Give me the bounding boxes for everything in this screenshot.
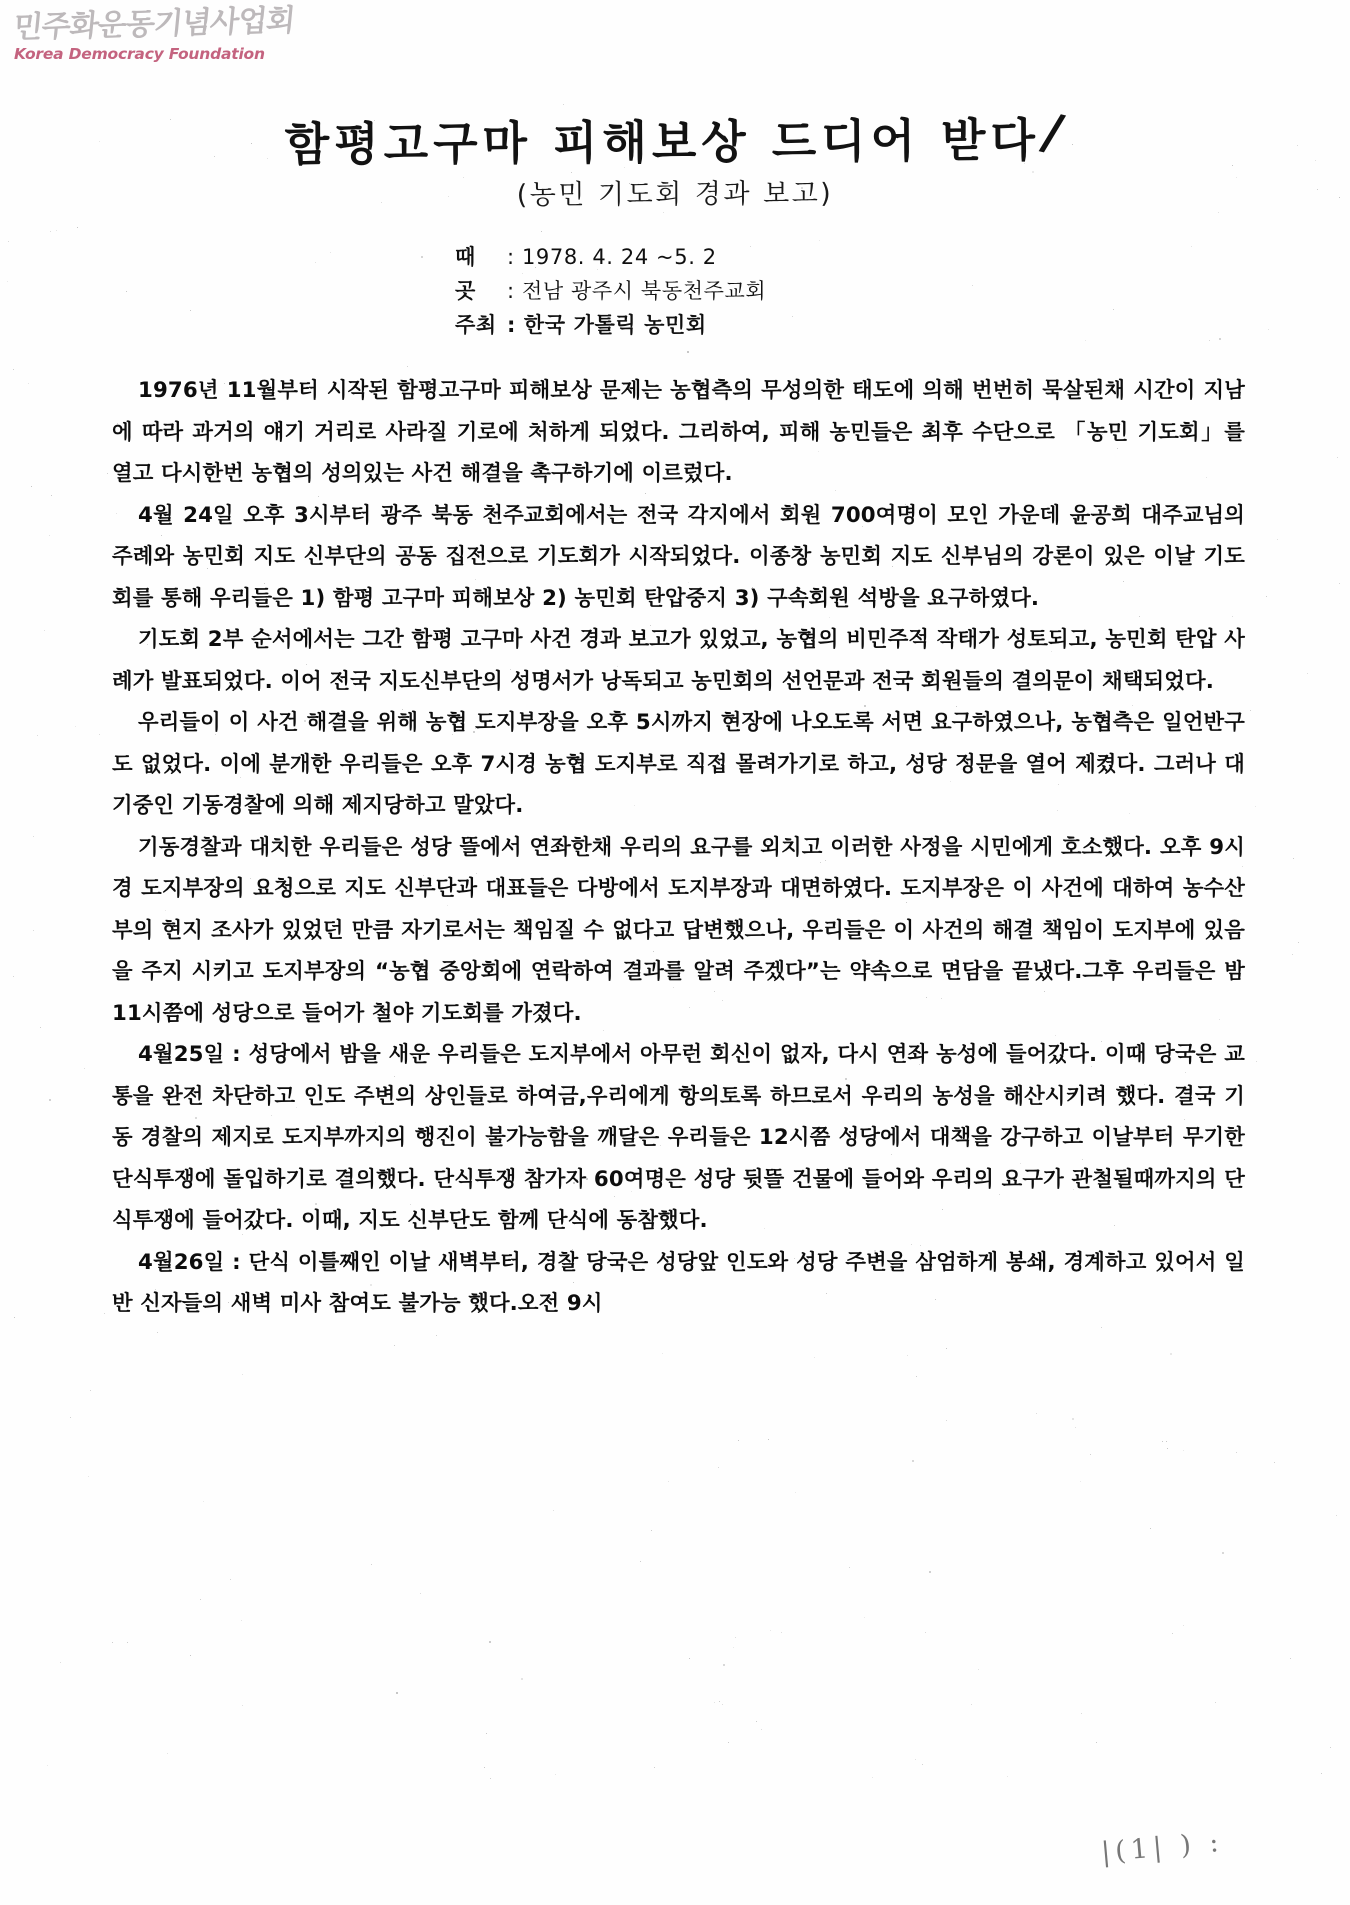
event-meta-block: [455, 240, 766, 342]
document-body: [112, 370, 1245, 1325]
exclamation-stroke: /: [1036, 101, 1074, 164]
handwritten-page-mark: |(1| ) :: [1100, 1826, 1226, 1869]
body-paragraph: 우리들이 이 사건 해결을 위해 농협 도지부장을 오후 5시까지 현장에 나오도록 서면 요구하였으나, 농협측은 일언반구도 없었다. 이에 분개한 우리들은 오후 7시경 농협 도지부로 직접 몰려가기로 하고, 성당 정문을 열어 제켰다. 그러나 대기중인 기동경찰에 의해 제지당하고 말았다.: [112, 710, 1245, 818]
document-subtitle: (농민 기도회 경과 보고): [516, 178, 834, 211]
meta-value-date: : 1978. 4. 24 ~5. 2: [507, 245, 717, 269]
document-title-text: 함평고구마 피해보상 드디어 받다: [284, 112, 1041, 172]
body-paragraph: 4월26일 : 단식 이틀째인 이날 새벽부터, 경찰 당국은 성당앞 인도와 성당 주변을 삼엄하게 봉쇄, 경계하고 있어서 일반 신자들의 새벽 미사 참여도 불가능 했다.오전 9시: [112, 1249, 1245, 1316]
meta-row-place: [455, 274, 766, 308]
organization-logo: [11, 3, 296, 63]
body-paragraph: 1976년 11월부터 시작된 함평고구마 피해보상 문제는 농협측의 무성의한 태도에 의해 번번히 묵살된채 시간이 지남에 따라 과거의 얘기 거리로 사라질 기로에 처하게 되었다. 그리하여, 피해 농민들은 최후 수단으로 「농민 기도회」를 열고 다시한번 농협의 성의있는 사건 해결을 촉구하기에 이르렀다.: [112, 378, 1245, 486]
logo-hangul-text: 민주화운동기념사업회: [11, 3, 296, 46]
meta-label-date: 때: [455, 245, 476, 269]
meta-value-host: : 한국 가톨릭 농민회: [507, 313, 707, 338]
meta-label-place: 곳: [455, 279, 476, 304]
body-paragraph: 4월 24일 오후 3시부터 광주 북동 천주교회에서는 전국 각지에서 회원 700여명이 모인 가운데 윤공희 대주교님의 주례와 농민회 지도 신부단의 공동 집전으로 기도회가 시작되었다. 이종창 농민회 지도 신부님의 강론이 있은 이날 기도회를 통해 우리들은 1) 함평 고구마 피해보상 2) 농민회 탄압중지 3) 구속회원 석방을 요구하였다.: [112, 502, 1245, 611]
logo-english-text: Korea Democracy Foundation: [14, 44, 265, 63]
document-title: [0, 102, 1350, 176]
meta-row-date: [455, 240, 766, 274]
meta-row-host: [455, 308, 766, 342]
meta-value-place: : 전남 광주시 북동천주교회: [507, 279, 767, 304]
meta-label-host: 주최: [455, 313, 497, 338]
body-paragraph: 기동경찰과 대치한 우리들은 성당 뜰에서 연좌한채 우리의 요구를 외치고 이러한 사정을 시민에게 호소했다. 오후 9시경 도지부장의 요청으로 지도 신부단과 대표들은 다방에서 도지부장과 대면하였다. 도지부장은 이 사건에 대하여 농수산부의 현지 조사가 있었던 만큼 자기로서는 책임질 수 없다고 답변했으나, 우리들은 이 사건의 해결 책임이 도지부에 있음을 주지 시키고 도지부장의 “농협 중앙회에 연락하여 결과를 알려 주겠다”는 약속으로 면담을 끝냈다.그후 우리들은 밤 11시쯤에 성당으로 들어가 철야 기도회를 가졌다.: [112, 834, 1245, 1026]
body-paragraph: 기도회 2부 순서에서는 그간 함평 고구마 사건 경과 보고가 있었고, 농협의 비민주적 작태가 성토되고, 농민회 탄압 사례가 발표되었다. 이어 전국 지도신부단의 성명서가 낭독되고 농민회의 선언문과 전국 회원들의 결의문이 채택되었다.: [112, 627, 1245, 694]
body-paragraph: 4월25일 : 성당에서 밤을 새운 우리들은 도지부에서 아무런 회신이 없자, 다시 연좌 농성에 들어갔다. 이때 당국은 교통을 완전 차단하고 인도 주변의 상인들로 하여금,우리에게 항의토록 하므로서 우리의 농성을 해산시키려 했다. 결국 기동 경찰의 제지로 도지부까지의 행진이 불가능함을 깨달은 우리들은 12시쯤 성당에서 대책을 강구하고 이날부터 무기한 단식투쟁에 돌입하기로 결의했다. 단식투쟁 참가자 60여명은 성당 뒷뜰 건물에 들어와 우리의 요구가 관철될때까지의 단식투쟁에 들어갔다. 이때, 지도 신부단도 함께 단식에 동참했다.: [112, 1042, 1245, 1233]
